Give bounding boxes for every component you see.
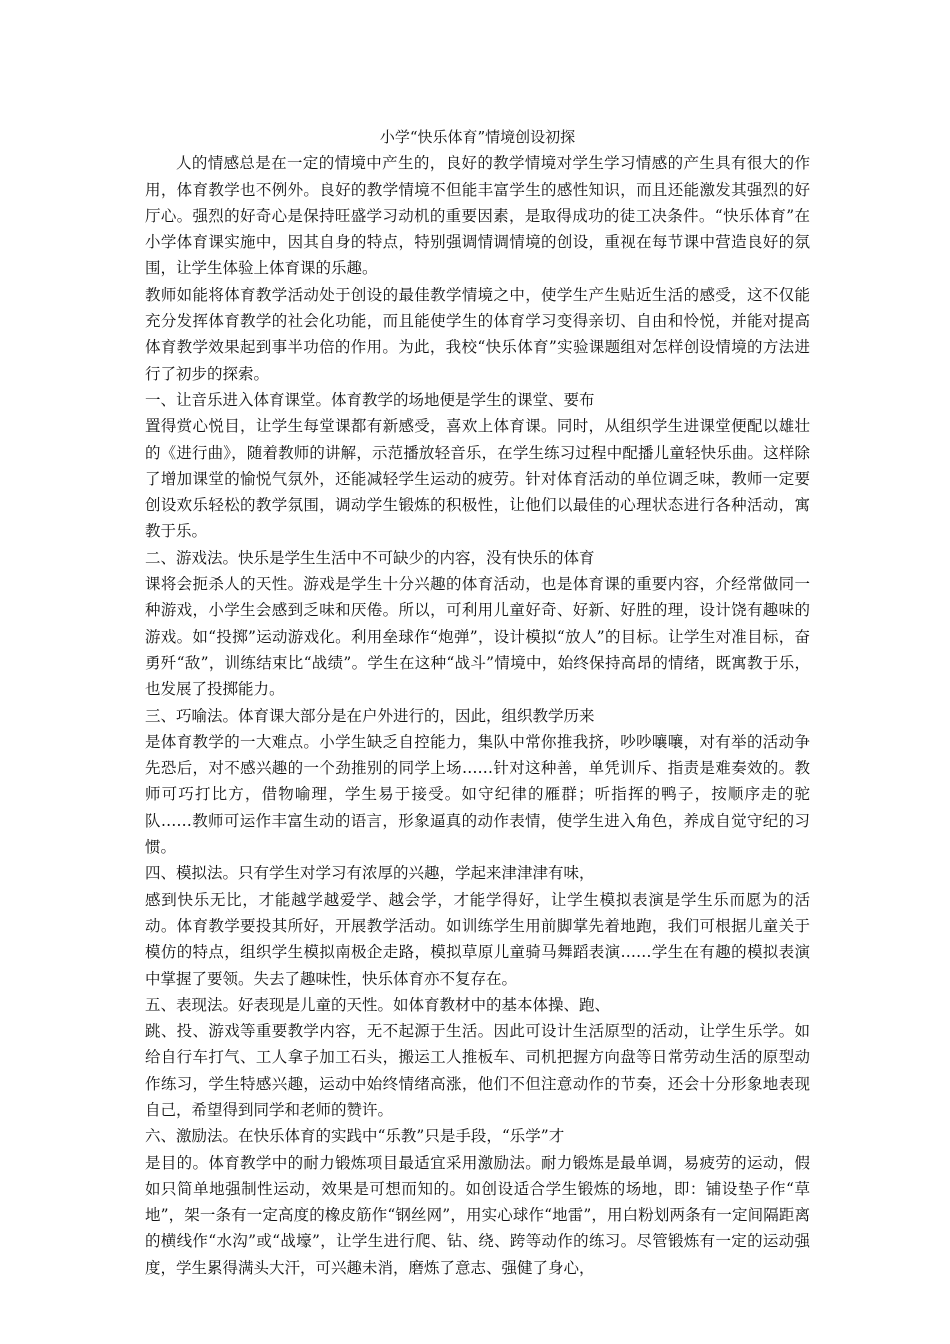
document-page [145,124,810,1281]
paragraph: 课将会扼杀人的天性。游戏是学生十分兴趣的体育活动，也是体育课的重要内容，介经常做同一种游戏，小学生会感到乏味和厌倦。所以，可利用儿童好奇、好新、好胜的理，设计饶有趣味的游戏。如“投掷”运动游戏化。利用垒球作“炮弹”，设计模拟“放人”的目标。让学生对准目标，奋勇歼“敌”，训练结束比“战绩”。学生在这种“战斗”情境中，始终保持高昂的情绪，既寓教于乐，也发展了投掷能力。 [145,575,810,699]
paragraph: 教师如能将体育教学活动处于创设的最佳教学情境之中，使学生产生贴近生活的感受，这不仅能充分发挥体育教学的社会化功能，而且能使学生的体育学习变得亲切、自由和怜悦，并能对提高体育教学效果起到事半功倍的作用。为此，我校“快乐体育”实验课题组对怎样创设情境的方法进行了初步的探索。 [145,285,810,383]
section-heading-6: 六、激励法。在快乐体育的实践中“乐教”只是手段，“乐学”才 [145,1127,565,1146]
paragraph: 是目的。体育教学中的耐力锻炼项目最适宜采用激励法。耐力锻炼是最单调，易疲劳的运动，假如只简单地强制性运动，效果是可想而知的。如创设适合学生锻炼的场地，即：铺设垫子作“草地”，架一条有一定高度的橡皮筋作“钢丝网”，用实心球作“地雷”，用白粉划两条有一定间隔距离的横线作“水沟”或“战壕”，让学生进行爬、钻、绕、跨等动作的练习。尽管锻炼有一定的运动强度，学生累得满头大汗，可兴趣未消，磨炼了意志、强健了身心， [145,1153,810,1277]
section-heading-1: 一、让音乐进入体育课堂。体育教学的场地便是学生的课堂、要布 [145,390,595,409]
paragraph: 是体育教学的一大难点。小学生缺乏自控能力，集队中常你推我挤，吵吵嚷嚷，对有举的活动争先恐后，对不感兴趣的一个劲推别的同学上场……针对这种善，单凭训斥、指责是难奏效的。教师可巧打比方，借物喻理，学生易于接受。如守纪律的雁群；听指挥的鸭子，按顺序走的驼队……教师可运作丰富生动的语言，形象逼真的动作表情，使学生进入角色，养成自觉守纪的习惯。 [145,732,810,857]
document-title: 小学“快乐体育”情境创设初探 [379,128,576,146]
paragraph: 置得赏心悦目，让学生每堂课都有新感受，喜欢上体育课。同时，从组织学生进课堂便配以雄壮的《进行曲》，随着教师的讲解，示范播放轻音乐，在学生练习过程中配播儿童轻快乐曲。这样除了增加课堂的愉悦气氛外，还能减轻学生运动的疲劳。针对体育活动的单位调乏味，教师一定要创设欢乐轻松的教学氛围，调动学生锻炼的积极性，让他们以最佳的心理状态进行各种活动，寓教于乐。 [145,417,810,541]
section-heading-4: 四、模拟法。只有学生对学习有浓厚的兴趣，学起来津津津有味， [145,864,595,883]
section-heading-3: 三、巧喻法。体育课大部分是在户外进行的，因此，组织教学历来 [145,706,595,725]
section-heading-2: 二、游戏法。快乐是学生生活中不可缺少的内容，没有快乐的体育 [145,548,595,567]
paragraph: 跳、投、游戏等重要教学内容，无不起源于生活。因此可设计生活原型的活动，让学生乐学。如给自行车打气、工人拿子加工石头，搬运工人推板车、司机把握方向盘等日常劳动生活的原型动作练习，学生特感兴趣，运动中始终情绪高涨，他们不但注意动作的节奏，还会十分形象地表现自己，希望得到同学和老师的赞许。 [145,1022,810,1119]
paragraph: 感到快乐无比，才能越学越爱学、越会学，才能学得好，让学生模拟表演是学生乐而愿为的活动。体育教学要投其所好，开展教学活动。如训练学生用前脚掌先着地跑，我们可根据儿童关于模仿的特点，组织学生模拟南极企走路，模拟草原儿童骑马舞蹈表演……学生在有趣的模拟表演中掌握了要领。失去了趣味性，快乐体育亦不复存在。 [145,890,810,988]
section-heading-5: 五、表现法。好表现是儿童的天性。如体育教材中的基本体操、跑、 [145,995,611,1014]
paragraph-intro: 人的情感总是在一定的情境中产生的，良好的教学情境对学生学习情感的产生具有很大的作用，体育教学也不例外。良好的教学情境不但能丰富学生的感性知识，而且还能激发其强烈的好厅心。强烈的好奇心是保持旺盛学习动机的重要因素，是取得成功的徒工决条件。“快乐体育”在小学体育课实施中，因其自身的特点，特别强调情调情境的创设，重视在每节课中营造良好的氛围，让学生体验上体育课的乐趣。 [145,154,810,278]
